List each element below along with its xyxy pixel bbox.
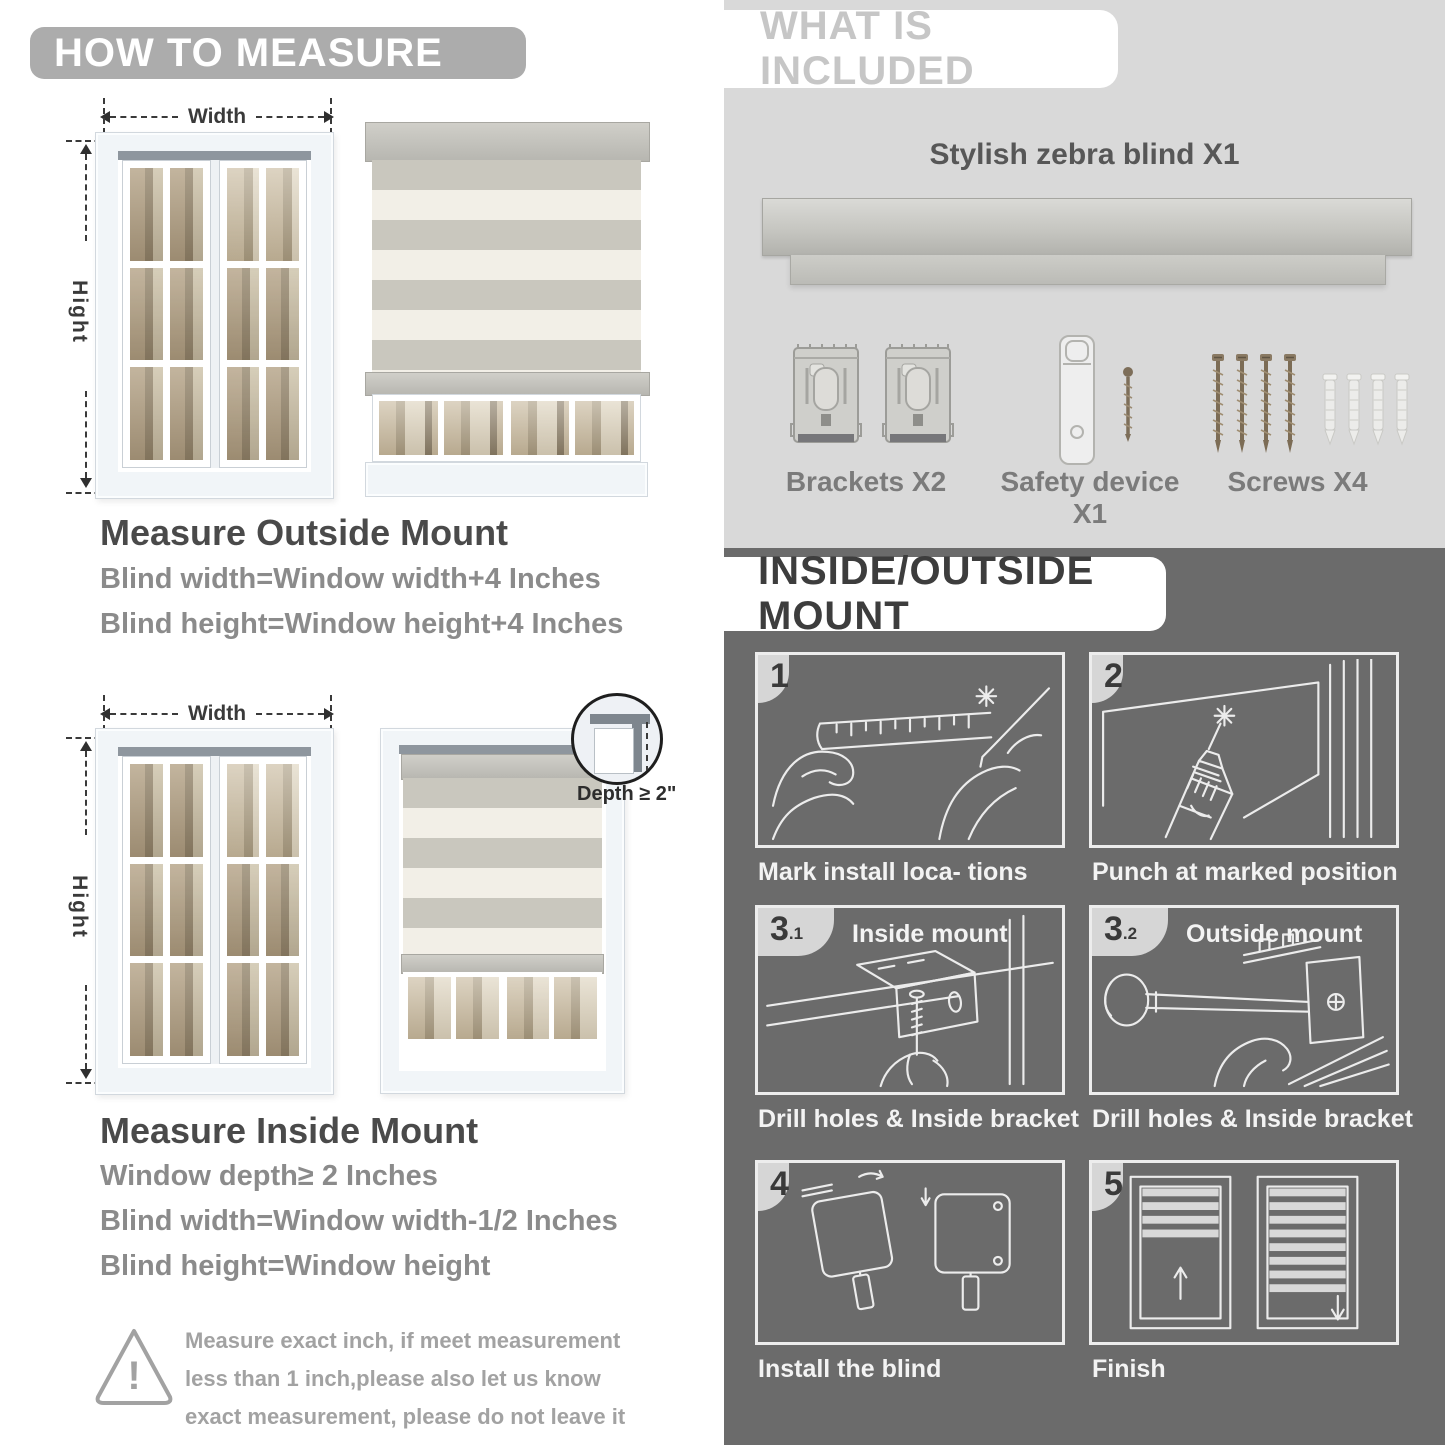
step-5-caption: Finish	[1092, 1355, 1166, 1383]
outside-width-arrow	[100, 106, 334, 128]
svg-text:!: !	[127, 1354, 141, 1398]
step-number-badge: 3 .2	[1092, 908, 1168, 956]
inside-formula-depth: Window depth≥ 2 Inches	[100, 1160, 438, 1192]
finish-blinds-icon	[1096, 1167, 1392, 1338]
outside-blind-illustration	[365, 122, 648, 497]
mount-title: INSIDE/OUTSIDE MOUNT	[758, 549, 1095, 638]
inside-window-illustration	[95, 728, 334, 1095]
warning-text: Measure exact inch, if meet measurement less than 1 inch,please also let us know exact measurement, please do not leave it	[185, 1328, 626, 1429]
inside-formula-width: Blind width=Window width-1/2 Inches	[100, 1205, 618, 1237]
bracket-illustration	[880, 338, 956, 455]
how-to-measure-title: HOW TO MEASURE	[54, 30, 443, 75]
screws-illustration	[1208, 348, 1418, 468]
window-below-blind	[372, 394, 641, 462]
extension-tick	[330, 98, 332, 134]
extension-tick	[103, 98, 105, 134]
drill-icon	[1096, 659, 1392, 841]
extension-tick	[330, 695, 332, 731]
window-sill	[365, 462, 648, 497]
arrow-left-icon	[100, 111, 110, 123]
step-number-badge: 5	[1092, 1163, 1123, 1211]
window-reveal	[118, 747, 311, 756]
blind-sheer-band	[403, 928, 602, 954]
inside-width-label: Width	[187, 702, 247, 725]
product-label: Stylish zebra blind X1	[929, 138, 1240, 171]
step-3-2-caption: Drill holes & Inside bracket	[1092, 1105, 1413, 1133]
inside-height-label: Hight	[67, 875, 91, 939]
inside-formula-height: Blind height=Window height	[100, 1250, 491, 1282]
outside-formula-width: Blind width=Window width+4 Inches	[100, 563, 601, 595]
step-3-2-title: Outside mount	[1186, 920, 1363, 948]
window-casement	[219, 160, 308, 468]
outside-window-illustration	[95, 132, 334, 499]
step-5-tile	[1089, 1160, 1399, 1345]
step-3-1-title: Inside mount	[852, 920, 1008, 948]
window-casement	[219, 756, 308, 1064]
step-2-tile	[1089, 652, 1399, 848]
step-number-badge: 1	[758, 655, 789, 703]
step-4-tile	[755, 1160, 1065, 1345]
safety-device-illustration	[1040, 332, 1170, 477]
depth-magnifier	[571, 693, 663, 785]
window-below-blind	[403, 972, 602, 1044]
arrow-right-icon	[324, 111, 334, 123]
safety-device-label: Safety device X1	[1000, 466, 1180, 529]
step-number-badge: 4	[758, 1163, 789, 1211]
extension-tick	[103, 695, 105, 731]
window-casement	[122, 160, 211, 468]
step-number-badge: 2	[1092, 655, 1123, 703]
blind-bottom-rail	[365, 372, 650, 396]
step-1-caption: Mark install loca- tions	[758, 858, 1028, 886]
blind-stripes	[403, 778, 602, 928]
step-3-1-caption: Drill holes & Inside bracket	[758, 1105, 1079, 1133]
included-headrail-bar	[762, 198, 1412, 256]
how-to-measure-banner	[30, 27, 526, 79]
screws-label: Screws X4	[1227, 466, 1368, 497]
step-1-tile	[755, 652, 1065, 848]
blind-headrail	[365, 122, 650, 162]
step-3-1-tile	[755, 905, 1065, 1095]
blind-stripes	[372, 160, 641, 372]
warning-triangle-icon	[92, 1325, 176, 1407]
mount-banner	[724, 549, 1166, 638]
outside-heading: Measure Outside Mount	[100, 512, 509, 553]
bracket-illustration	[788, 338, 864, 455]
outside-formula-height: Blind height=Window height+4 Inches	[100, 608, 624, 640]
window-casement	[122, 756, 211, 1064]
what-is-included-banner	[724, 4, 1118, 93]
install-blind-icon	[762, 1167, 1058, 1338]
brackets-label: Brackets X2	[785, 466, 947, 497]
blind-bottom-rail	[401, 954, 604, 974]
inside-heading: Measure Inside Mount	[100, 1110, 479, 1151]
what-is-included-title: WHAT IS INCLUDED	[760, 4, 975, 93]
window-reveal	[118, 151, 311, 160]
depth-label: Depth ≥ 2"	[577, 783, 677, 805]
included-headrail-lip	[790, 255, 1386, 285]
outside-width-label: Width	[187, 105, 247, 128]
blind-headrail	[401, 754, 604, 780]
step-3-2-tile	[1089, 905, 1399, 1095]
measuring-tape-icon	[762, 659, 1058, 841]
arrow-left-icon	[100, 708, 110, 720]
inside-width-arrow	[100, 703, 334, 725]
step-4-caption: Install the blind	[758, 1355, 942, 1383]
step-2-caption: Punch at marked position	[1092, 858, 1398, 886]
step-number-badge: 3 .1	[758, 908, 834, 956]
outside-height-label: Hight	[67, 280, 91, 344]
arrow-right-icon	[324, 708, 334, 720]
